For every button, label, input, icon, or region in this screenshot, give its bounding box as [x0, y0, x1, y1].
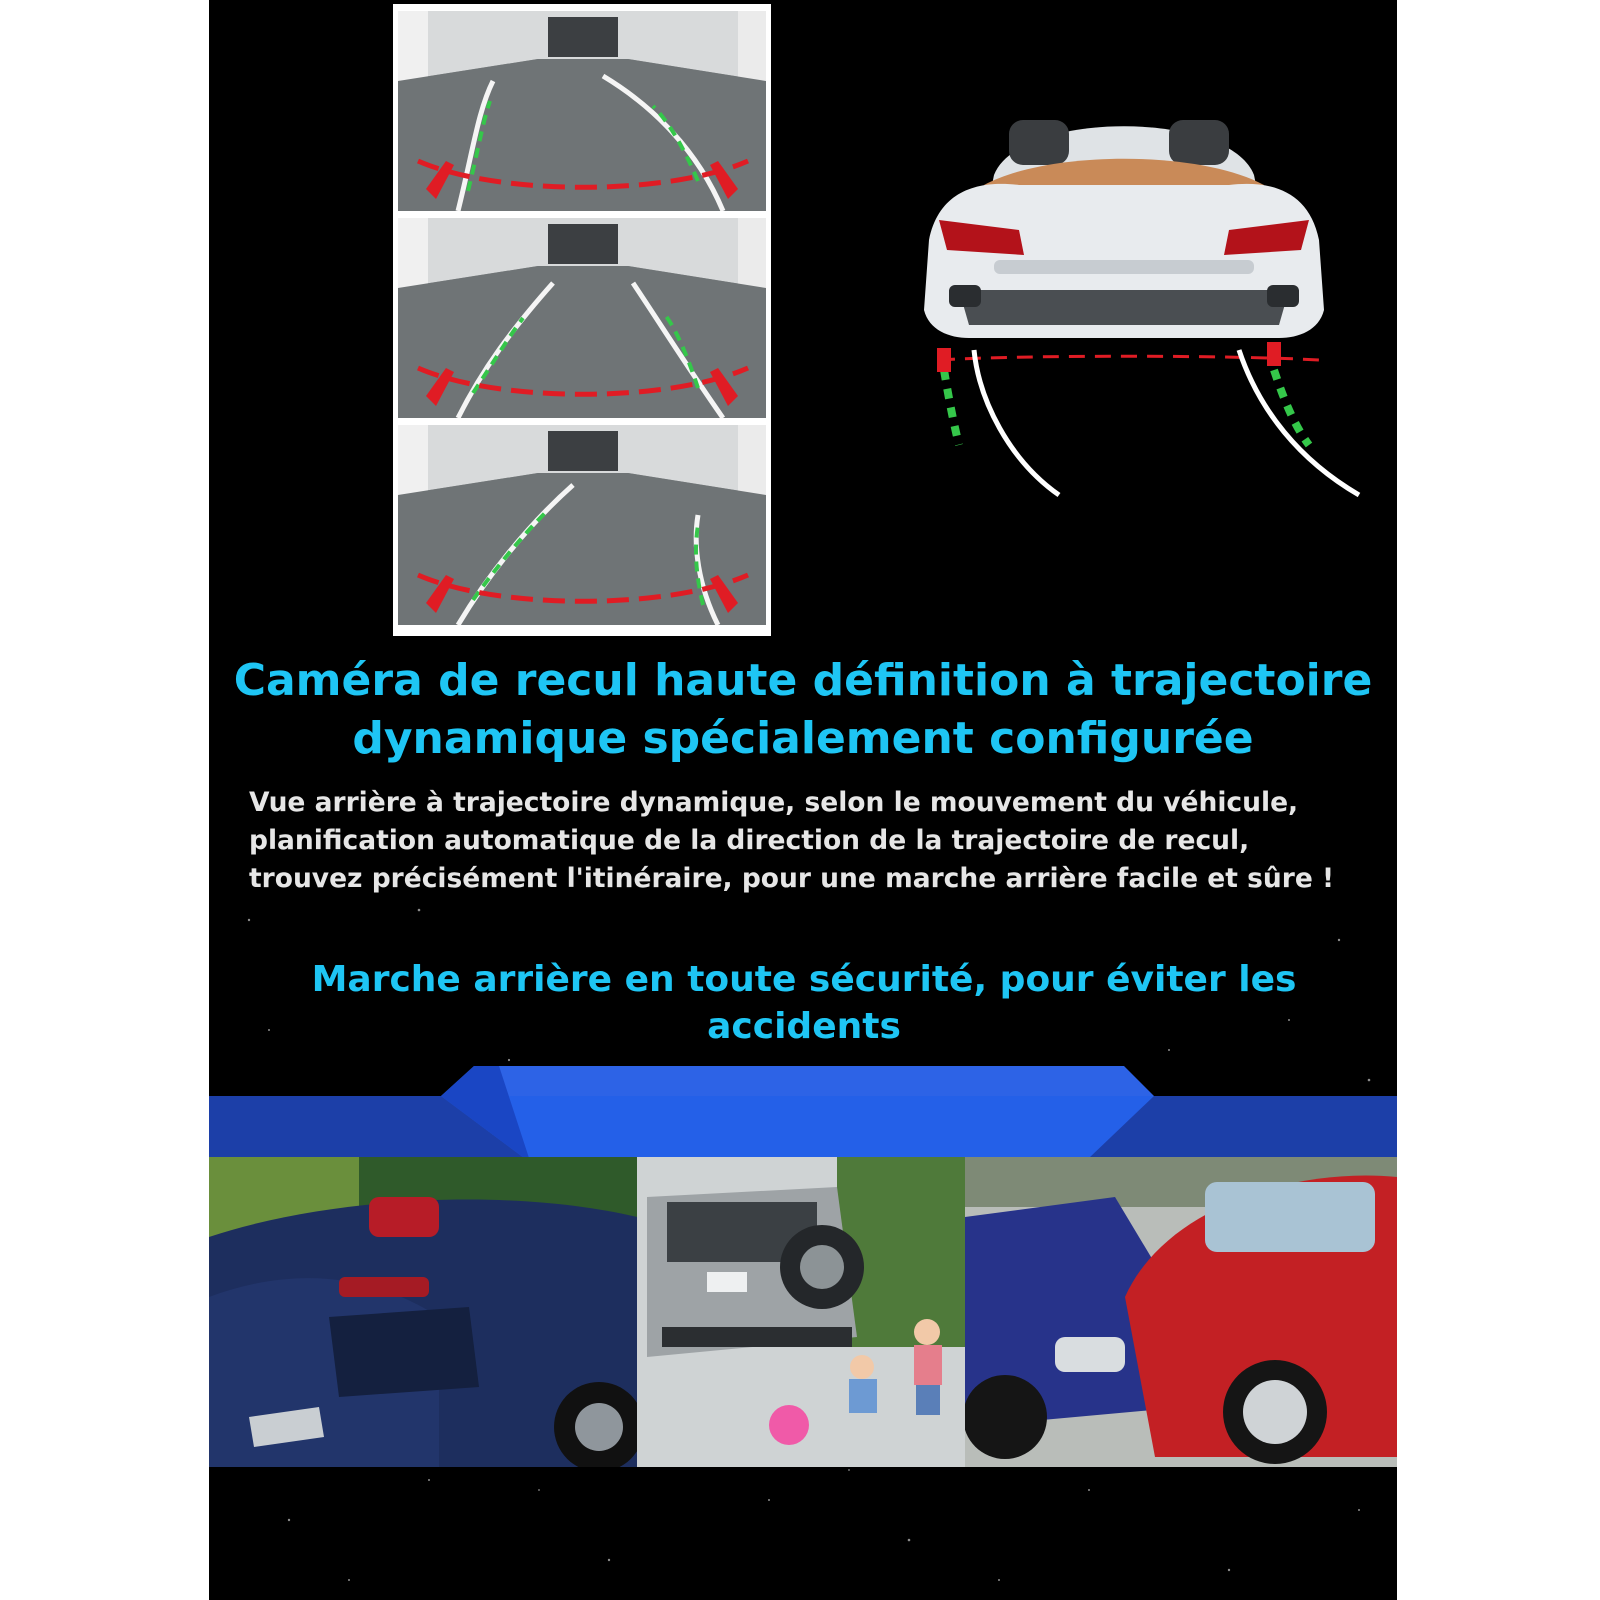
feature-description	[249, 784, 1369, 898]
description-line-1: Vue arrière à trajectoire dynamique, selon le mouvement du véhicule,	[249, 787, 1299, 818]
headline-line-2: dynamique spécialement configurée	[352, 713, 1254, 764]
photo-children-behind-suv	[637, 1157, 965, 1467]
headline-line-1: Caméra de recul haute définition à trajectoire	[233, 655, 1373, 706]
safety-heading	[299, 956, 1309, 1050]
camera-view-3	[398, 425, 766, 625]
description-line-2: planification automatique de la direction de la trajectoire de recul,	[249, 825, 1250, 856]
accident-photos-row	[209, 1157, 1397, 1467]
photo-front-collision	[965, 1157, 1397, 1467]
camera-view-1	[398, 11, 766, 211]
camera-views-stack	[393, 4, 771, 636]
safety-line-2: accidents	[707, 1006, 901, 1047]
car-rear-illustration	[899, 80, 1369, 520]
camera-view-2	[398, 218, 766, 418]
blue-banner-divider	[209, 1066, 1397, 1158]
safety-line-1: Marche arrière en toute sécurité, pour éviter les	[311, 959, 1297, 1000]
description-line-3: trouvez précisément l'itinéraire, pour une marche arrière facile et sûre !	[249, 863, 1335, 894]
product-panel	[209, 0, 1397, 1600]
photo-rear-end-collision	[209, 1157, 637, 1467]
headline	[209, 652, 1397, 768]
